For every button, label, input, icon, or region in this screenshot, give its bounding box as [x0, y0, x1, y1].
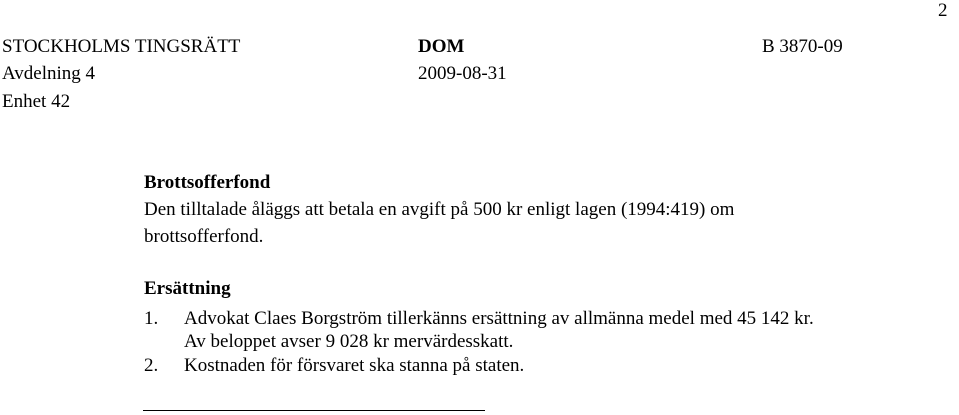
list-item-text: Av beloppet avser 9 028 kr mervärdesskatt.: [184, 331, 514, 352]
unit: Enhet 42: [2, 91, 71, 112]
court-name: STOCKHOLMS TINGSRÄTT: [2, 36, 241, 57]
page-number: 2: [938, 0, 948, 21]
case-number: B 3870-09: [762, 36, 843, 57]
list-item-number: 1.: [144, 308, 159, 329]
paragraph-line: brottsofferfond.: [144, 226, 264, 247]
division: Avdelning 4: [2, 63, 96, 84]
signature-rule: [143, 410, 485, 411]
document-date: 2009-08-31: [418, 63, 507, 84]
list-item-text: Advokat Claes Borgström tillerkänns ersättning av allmänna medel med 45 142 kr.: [184, 308, 814, 329]
section-heading: Brottsofferfond: [144, 172, 271, 193]
paragraph-line: Den tilltalade åläggs att betala en avgift på 500 kr enligt lagen (1994:419) om: [144, 199, 735, 220]
list-item-text: Kostnaden för försvaret ska stanna på staten.: [184, 355, 525, 376]
list-item-number: 2.: [144, 355, 159, 376]
document-type: DOM: [418, 36, 465, 57]
section-heading: Ersättning: [144, 278, 231, 299]
